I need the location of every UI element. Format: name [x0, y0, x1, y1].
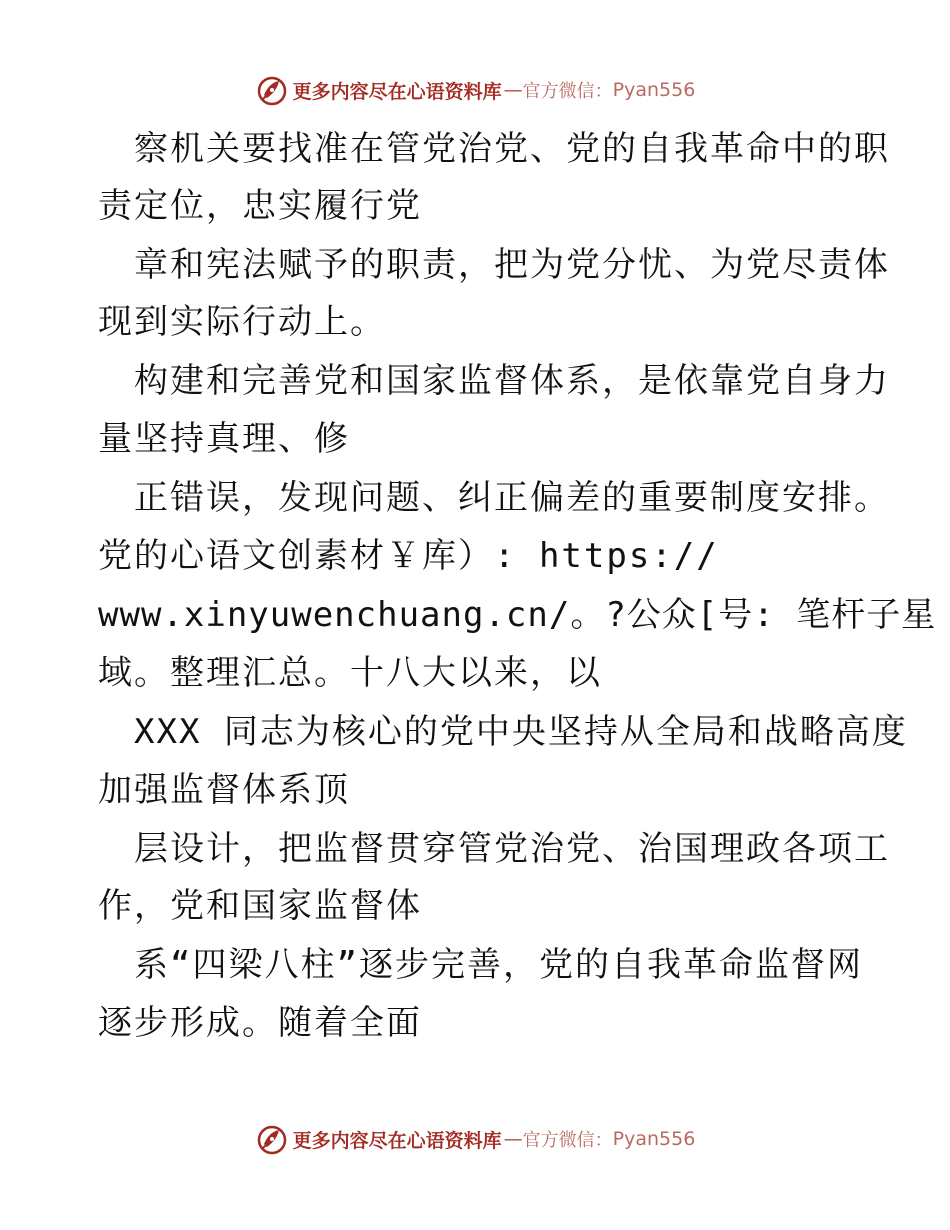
body-line: 党的心语文创素材￥库）: https:// — [98, 536, 719, 576]
header-wechat-id: Pyan556 — [612, 79, 696, 101]
footer-wechat-label: 官方微信： — [522, 1130, 613, 1151]
body-line: 量坚持真理、修 — [98, 419, 350, 459]
body-line: www.xinyuwenchuang.cn/。?公众[号: 笔杆子星 — [98, 595, 937, 635]
body-line: 察机关要找准在管党治党、党的自我革命中的职 — [134, 129, 890, 169]
header-dash: — — [503, 79, 521, 101]
footer-dash: — — [503, 1128, 521, 1150]
body-line: 系“四梁八柱”逐步完善，党的自我革命监督网 — [134, 945, 863, 985]
body-line: 构建和完善党和国家监督体系，是依靠党自身力 — [134, 361, 890, 401]
body-line: 作，党和国家监督体 — [98, 886, 422, 926]
body-line: 现到实际行动上。 — [98, 302, 386, 342]
body-line: 加强监督体系顶 — [98, 770, 350, 810]
footer-site-text: 更多内容尽在心语资料库 — [292, 1129, 502, 1152]
body-line: XXX 同志为核心的党中央坚持从全局和战略高度 — [134, 712, 908, 752]
header-site-text: 更多内容尽在心语资料库 — [292, 80, 502, 103]
body-line: 章和宪法赋予的职责，把为党分忧、为党尽责体 — [134, 245, 890, 285]
footer-banner — [0, 1119, 950, 1159]
header-wechat-label: 官方微信： — [522, 81, 613, 102]
body-line: 正错误，发现问题、纠正偏差的重要制度安排。 — [134, 478, 890, 518]
body-line: 责定位，忠实履行党 — [98, 186, 422, 226]
body-line: 域。整理汇总。十八大以来，以 — [98, 653, 602, 693]
footer-wechat-id: Pyan556 — [612, 1128, 696, 1150]
pen-nib-circle-logo-icon — [255, 1122, 289, 1156]
pen-nib-circle-logo-icon — [255, 73, 289, 107]
header-banner — [0, 70, 950, 110]
body-line: 逐步形成。随着全面 — [98, 1003, 422, 1043]
body-line: 层设计，把监督贯穿管党治党、治国理政各项工 — [134, 829, 890, 869]
